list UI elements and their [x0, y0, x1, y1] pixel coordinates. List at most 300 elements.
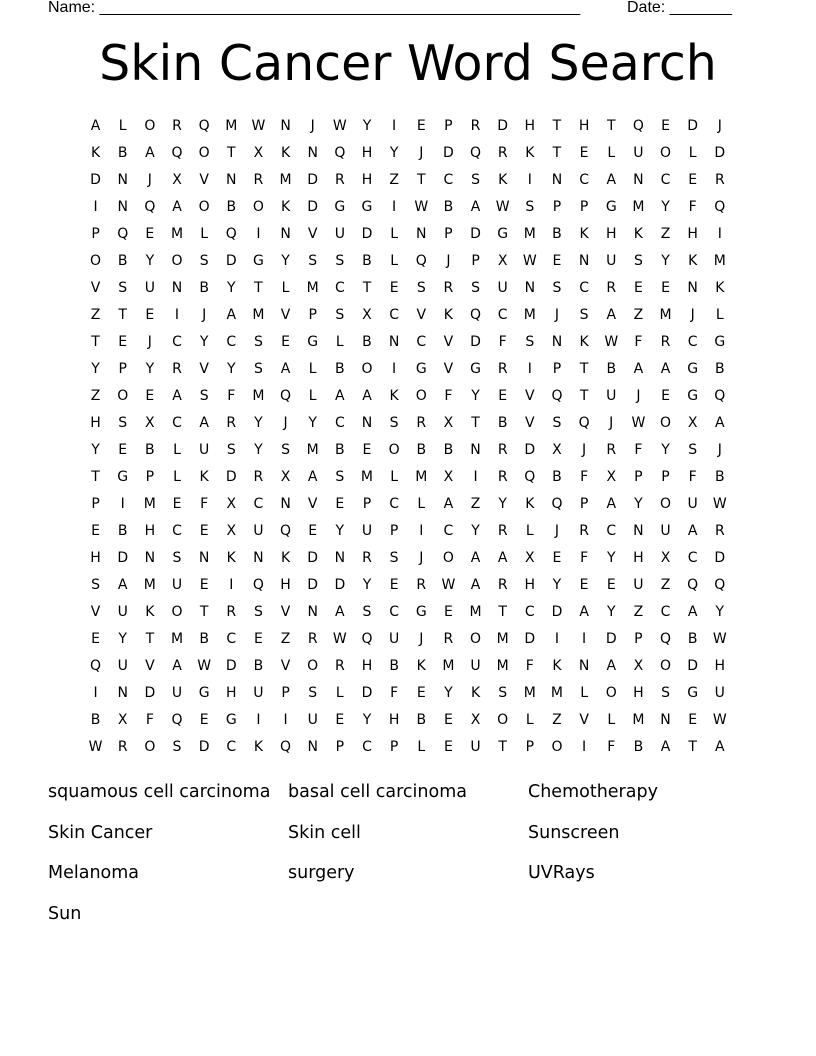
grid-letter: K [715, 280, 725, 296]
grid-letter: E [579, 145, 589, 161]
grid-letter: B [362, 334, 372, 350]
grid-letter: K [525, 496, 535, 512]
grid-letter: D [334, 577, 346, 593]
grid-letter: D [307, 550, 319, 566]
grid-row [82, 680, 734, 707]
grid-row [82, 626, 734, 653]
grid-letter: M [143, 496, 156, 512]
grid-letter: D [524, 631, 536, 647]
grid-letter: M [225, 118, 238, 134]
grid-letter: V [525, 415, 535, 431]
grid-row [82, 599, 734, 626]
grid-letter: A [172, 388, 182, 404]
grid-letter: S [471, 280, 480, 296]
grid-letter: P [579, 496, 589, 512]
grid-letter: S [389, 415, 399, 431]
grid-letter: Z [389, 172, 399, 188]
grid-letter: Z [470, 496, 481, 512]
grid-letter: Q [578, 415, 590, 431]
grid-letter: S [525, 199, 535, 215]
grid-letter: Y [444, 685, 453, 701]
grid-letter: F [525, 658, 534, 674]
grid-letter: N [578, 253, 590, 269]
grid-letter: Y [498, 496, 507, 512]
grid-letter: K [633, 226, 643, 242]
grid-letter: P [362, 496, 372, 512]
grid-letter: B [552, 469, 562, 485]
grid-letter: U [388, 631, 400, 647]
grid-letter: E [91, 631, 100, 647]
grid-letter: I [582, 631, 587, 647]
grid-letter: E [579, 577, 589, 593]
grid-letter: J [609, 415, 614, 431]
grid-letter: D [307, 199, 319, 215]
grid-letter: E [335, 496, 345, 512]
grid-letter: S [688, 442, 698, 458]
grid-letter: E [91, 523, 100, 539]
grid-letter: C [606, 523, 617, 539]
grid-letter: E [498, 388, 508, 404]
grid-letter: Q [551, 388, 563, 404]
grid-letter: E [145, 307, 155, 323]
grid-letter: E [661, 280, 670, 296]
grid-letter: D [714, 550, 726, 566]
word-list-item: Sun [48, 903, 82, 924]
grid-letter: S [552, 415, 562, 431]
grid-letter: Q [524, 469, 536, 485]
grid-letter: M [170, 226, 184, 242]
grid-letter: M [143, 577, 156, 593]
grid-letter: T [416, 172, 426, 188]
grid-letter: Q [198, 118, 210, 134]
grid-letter: A [199, 415, 209, 431]
grid-letter: O [198, 145, 210, 161]
grid-letter: B [633, 739, 644, 755]
grid-letter: T [145, 631, 155, 647]
grid-letter: V [199, 361, 209, 377]
grid-letter: M [632, 199, 645, 215]
grid-letter: R [172, 118, 182, 134]
grid-letter: D [524, 442, 536, 458]
grid-letter: U [606, 253, 617, 269]
grid-letter: V [280, 604, 291, 620]
grid-letter: N [551, 172, 563, 188]
grid-letter: M [279, 172, 292, 188]
grid-letter: O [660, 145, 672, 161]
grid-letter: Q [470, 145, 482, 161]
grid-letter: H [524, 577, 536, 593]
grid-letter: G [334, 199, 346, 215]
grid-letter: Q [280, 523, 292, 539]
grid-letter: U [470, 739, 481, 755]
grid-letter: Q [280, 388, 292, 404]
grid-letter: N [416, 226, 427, 242]
grid-row [82, 275, 734, 302]
grid-letter: R [443, 631, 454, 647]
grid-letter: E [552, 253, 562, 269]
grid-letter: L [308, 388, 317, 404]
grid-letter: R [579, 523, 589, 539]
grid-letter: U [171, 685, 183, 701]
grid-letter: T [579, 388, 589, 404]
grid-letter: L [281, 280, 290, 296]
grid-letter: Y [715, 604, 725, 620]
grid-letter: U [334, 226, 345, 242]
grid-letter: M [252, 307, 265, 323]
grid-letter: A [687, 604, 698, 620]
grid-letter: U [497, 280, 508, 296]
grid-letter: B [497, 415, 508, 431]
grid-letter: C [172, 334, 182, 350]
grid-letter: I [392, 199, 397, 215]
grid-letter: E [172, 496, 182, 512]
grid-letter: S [172, 739, 182, 755]
grid-letter: S [281, 442, 290, 458]
name-field-label: Name: ______________________________________________________ [48, 0, 581, 16]
grid-letter: Y [362, 118, 372, 134]
grid-letter: J [283, 415, 288, 431]
grid-letter: J [419, 550, 424, 566]
grid-letter: I [283, 712, 288, 728]
grid-letter: E [145, 388, 155, 404]
grid-letter: N [307, 604, 318, 620]
grid-row [82, 707, 734, 734]
grid-row [82, 329, 734, 356]
grid-letter: H [361, 145, 373, 161]
grid-letter: B [687, 631, 698, 647]
grid-letter: X [443, 415, 454, 431]
grid-letter: D [605, 631, 617, 647]
grid-letter: A [606, 496, 617, 512]
grid-letter: Y [145, 361, 155, 377]
grid-letter: D [307, 172, 319, 188]
grid-letter: S [226, 442, 236, 458]
grid-letter: C [226, 334, 237, 350]
grid-letter: O [442, 550, 454, 566]
grid-letter: M [442, 658, 455, 674]
grid-letter: W [332, 118, 347, 134]
page-title: Skin Cancer Word Search [99, 35, 717, 92]
grid-letter: H [361, 658, 373, 674]
grid-letter: L [335, 685, 344, 701]
grid-letter: S [633, 253, 643, 269]
grid-letter: W [631, 415, 646, 431]
grid-letter: T [199, 604, 209, 620]
grid-letter: S [118, 415, 128, 431]
grid-letter: K [280, 199, 291, 215]
grid-letter: R [497, 577, 508, 593]
word-list [48, 779, 768, 941]
grid-letter: E [389, 280, 399, 296]
grid-letter: R [606, 442, 617, 458]
grid-letter: N [633, 523, 644, 539]
grid-letter: I [473, 469, 478, 485]
grid-letter: E [552, 550, 562, 566]
grid-letter: P [281, 685, 290, 701]
grid-letter: H [361, 172, 373, 188]
grid-letter: A [715, 739, 725, 755]
grid-letter: Y [254, 415, 263, 431]
grid-letter: Q [334, 145, 346, 161]
grid-letter: D [225, 253, 237, 269]
grid-letter: B [253, 658, 264, 674]
grid-letter: Z [633, 604, 644, 620]
grid-letter: S [335, 307, 345, 323]
grid-letter: I [229, 577, 234, 593]
grid-letter: C [579, 280, 589, 296]
grid-letter: L [200, 226, 209, 242]
grid-letter: B [416, 442, 427, 458]
grid-letter: P [389, 523, 399, 539]
grid-letter: S [362, 604, 372, 620]
grid-letter: N [660, 712, 671, 728]
grid-letter: O [551, 739, 563, 755]
grid-letter: E [416, 118, 426, 134]
grid-letter: O [307, 658, 319, 674]
grid-letter: X [443, 469, 454, 485]
grid-letter: B [199, 631, 209, 647]
grid-letter: Y [145, 253, 155, 269]
grid-letter: A [660, 361, 671, 377]
grid-letter: Q [470, 307, 482, 323]
grid-letter: X [117, 712, 128, 728]
grid-letter: N [117, 685, 128, 701]
grid-letter: B [199, 280, 209, 296]
grid-letter: Y [281, 253, 290, 269]
grid-letter: A [90, 118, 101, 134]
grid-letter: Z [280, 631, 291, 647]
grid-letter: R [253, 469, 264, 485]
grid-letter: B [389, 658, 399, 674]
grid-letter: E [633, 280, 643, 296]
grid-letter: T [606, 118, 616, 134]
grid-letter: E [199, 712, 209, 728]
grid-letter: F [390, 685, 399, 701]
grid-letter: N [578, 658, 590, 674]
grid-letter: V [90, 604, 101, 620]
grid-letter: A [606, 172, 617, 188]
grid-letter: F [444, 388, 453, 404]
grid-row [82, 167, 734, 194]
grid-letter: V [199, 172, 209, 188]
grid-letter: G [470, 361, 481, 377]
grid-letter: C [524, 604, 535, 620]
grid-letter: S [389, 550, 399, 566]
grid-letter: L [580, 685, 588, 701]
grid-letter: Z [660, 577, 671, 593]
grid-letter: N [633, 172, 644, 188]
grid-letter: B [117, 145, 128, 161]
grid-letter: J [717, 118, 722, 134]
grid-letter: X [687, 415, 698, 431]
grid-letter: K [280, 550, 291, 566]
grid-letter: V [525, 388, 535, 404]
grid-letter: Q [117, 226, 129, 242]
grid-row [82, 356, 734, 383]
grid-letter: K [525, 145, 535, 161]
grid-letter: J [419, 631, 424, 647]
grid-letter: V [307, 226, 318, 242]
grid-letter: Y [199, 334, 209, 350]
grid-letter: C [687, 550, 698, 566]
grid-letter: P [579, 199, 589, 215]
grid-letter: N [280, 226, 291, 242]
grid-letter: S [308, 253, 318, 269]
grid-letter: T [118, 307, 127, 323]
grid-letter: D [307, 577, 319, 593]
grid-letter: D [687, 118, 699, 134]
grid-letter: G [687, 685, 699, 701]
grid-letter: K [253, 739, 263, 755]
grid-letter: B [145, 442, 155, 458]
grid-letter: X [253, 145, 264, 161]
grid-letter: U [633, 145, 644, 161]
grid-letter: O [660, 496, 672, 512]
word-list-item: basal cell carcinoma [288, 782, 467, 802]
grid-letter: S [661, 685, 670, 701]
grid-letter: U [253, 523, 264, 539]
grid-letter: N [687, 280, 698, 296]
grid-letter: I [527, 172, 532, 188]
grid-letter: R [334, 172, 345, 188]
grid-letter: C [660, 604, 671, 620]
grid-letter: T [498, 739, 507, 755]
grid-letter: A [470, 577, 481, 593]
grid-letter: A [715, 415, 725, 431]
grid-letter: N [253, 550, 264, 566]
grid-letter: B [335, 361, 345, 377]
grid-letter: U [199, 442, 210, 458]
grid-letter: R [334, 658, 345, 674]
grid-letter: Q [361, 631, 373, 647]
grid-letter: K [389, 388, 399, 404]
grid-letter: Q [144, 199, 156, 215]
word-list-item: UVRays [528, 863, 595, 883]
grid-letter: T [552, 118, 562, 134]
grid-letter: A [335, 388, 345, 404]
grid-letter: L [335, 334, 344, 350]
grid-letter: E [199, 523, 209, 539]
grid-letter: B [90, 712, 101, 728]
grid-letter: Q [171, 145, 183, 161]
grid-letter: K [199, 469, 209, 485]
grid-letter: H [605, 226, 617, 242]
grid-letter: I [554, 631, 560, 647]
grid-letter: F [688, 469, 697, 485]
grid-letter: V [416, 307, 427, 323]
grid-row [82, 302, 734, 329]
grid-letter: P [335, 739, 345, 755]
grid-letter: S [498, 685, 508, 701]
grid-letter: N [524, 280, 536, 296]
grid-letter: D [687, 658, 699, 674]
word-list-item: Chemotherapy [528, 782, 658, 802]
grid-letter: H [633, 685, 644, 701]
grid-letter: Q [714, 199, 726, 215]
grid-letter: X [497, 253, 508, 269]
grid-letter: P [471, 253, 480, 269]
grid-letter: E [118, 334, 128, 350]
grid-letter: V [443, 361, 454, 377]
grid-letter: L [173, 442, 181, 458]
grid-letter: R [172, 361, 182, 377]
grid-letter: M [360, 469, 374, 485]
grid-letter: B [416, 712, 427, 728]
grid-letter: W [197, 658, 212, 674]
grid-letter: F [634, 442, 643, 458]
grid-letter: G [605, 199, 617, 215]
grid-letter: R [416, 577, 427, 593]
grid-letter: L [417, 739, 426, 755]
grid-letter: D [470, 226, 481, 242]
grid-letter: N [280, 118, 291, 134]
grid-letter: E [661, 118, 670, 134]
grid-letter: P [634, 469, 643, 485]
grid-letter: E [118, 442, 128, 458]
grid-letter: R [307, 631, 318, 647]
grid-row [82, 491, 734, 518]
grid-letter: Y [661, 199, 670, 215]
grid-letter: O [171, 253, 183, 269]
grid-letter: H [524, 118, 536, 134]
grid-letter: H [687, 226, 698, 242]
grid-letter: F [580, 469, 589, 485]
grid-letter: S [199, 388, 209, 404]
grid-letter: J [147, 334, 152, 350]
grid-letter: P [91, 226, 100, 242]
grid-row [82, 653, 734, 680]
grid-letter: C [389, 307, 399, 323]
grid-letter: N [307, 145, 318, 161]
grid-letter: D [361, 685, 373, 701]
grid-letter: M [632, 712, 645, 728]
grid-letter: O [252, 199, 264, 215]
grid-letter: J [310, 118, 315, 134]
grid-letter: R [497, 523, 508, 539]
grid-letter: Y [661, 253, 670, 269]
grid-letter: R [362, 550, 372, 566]
grid-row [82, 545, 734, 572]
grid-letter: P [145, 469, 155, 485]
grid-letter: C [334, 415, 345, 431]
grid-letter: Z [552, 712, 562, 728]
grid-letter: N [334, 550, 346, 566]
grid-letter: K [688, 253, 698, 269]
grid-letter: A [362, 388, 372, 404]
grid-letter: W [251, 118, 266, 134]
grid-letter: W [712, 496, 727, 512]
grid-letter: B [715, 361, 725, 377]
grid-letter: P [389, 739, 399, 755]
grid-letter: G [117, 469, 129, 485]
grid-letter: M [306, 280, 319, 296]
grid-letter: N [551, 334, 563, 350]
grid-letter: I [392, 118, 397, 134]
grid-letter: G [252, 253, 264, 269]
grid-letter: P [444, 226, 453, 242]
grid-letter: A [606, 307, 617, 323]
word-list-item: squamous cell carcinoma [48, 782, 271, 802]
grid-letter: F [227, 388, 236, 404]
grid-letter: O [660, 658, 672, 674]
grid-letter: U [606, 388, 617, 404]
grid-letter: A [633, 361, 644, 377]
grid-letter: Y [91, 442, 100, 458]
grid-letter: Q [551, 496, 563, 512]
grid-letter: U [307, 712, 318, 728]
grid-letter: M [415, 469, 428, 485]
grid-letter: Y [118, 631, 127, 647]
